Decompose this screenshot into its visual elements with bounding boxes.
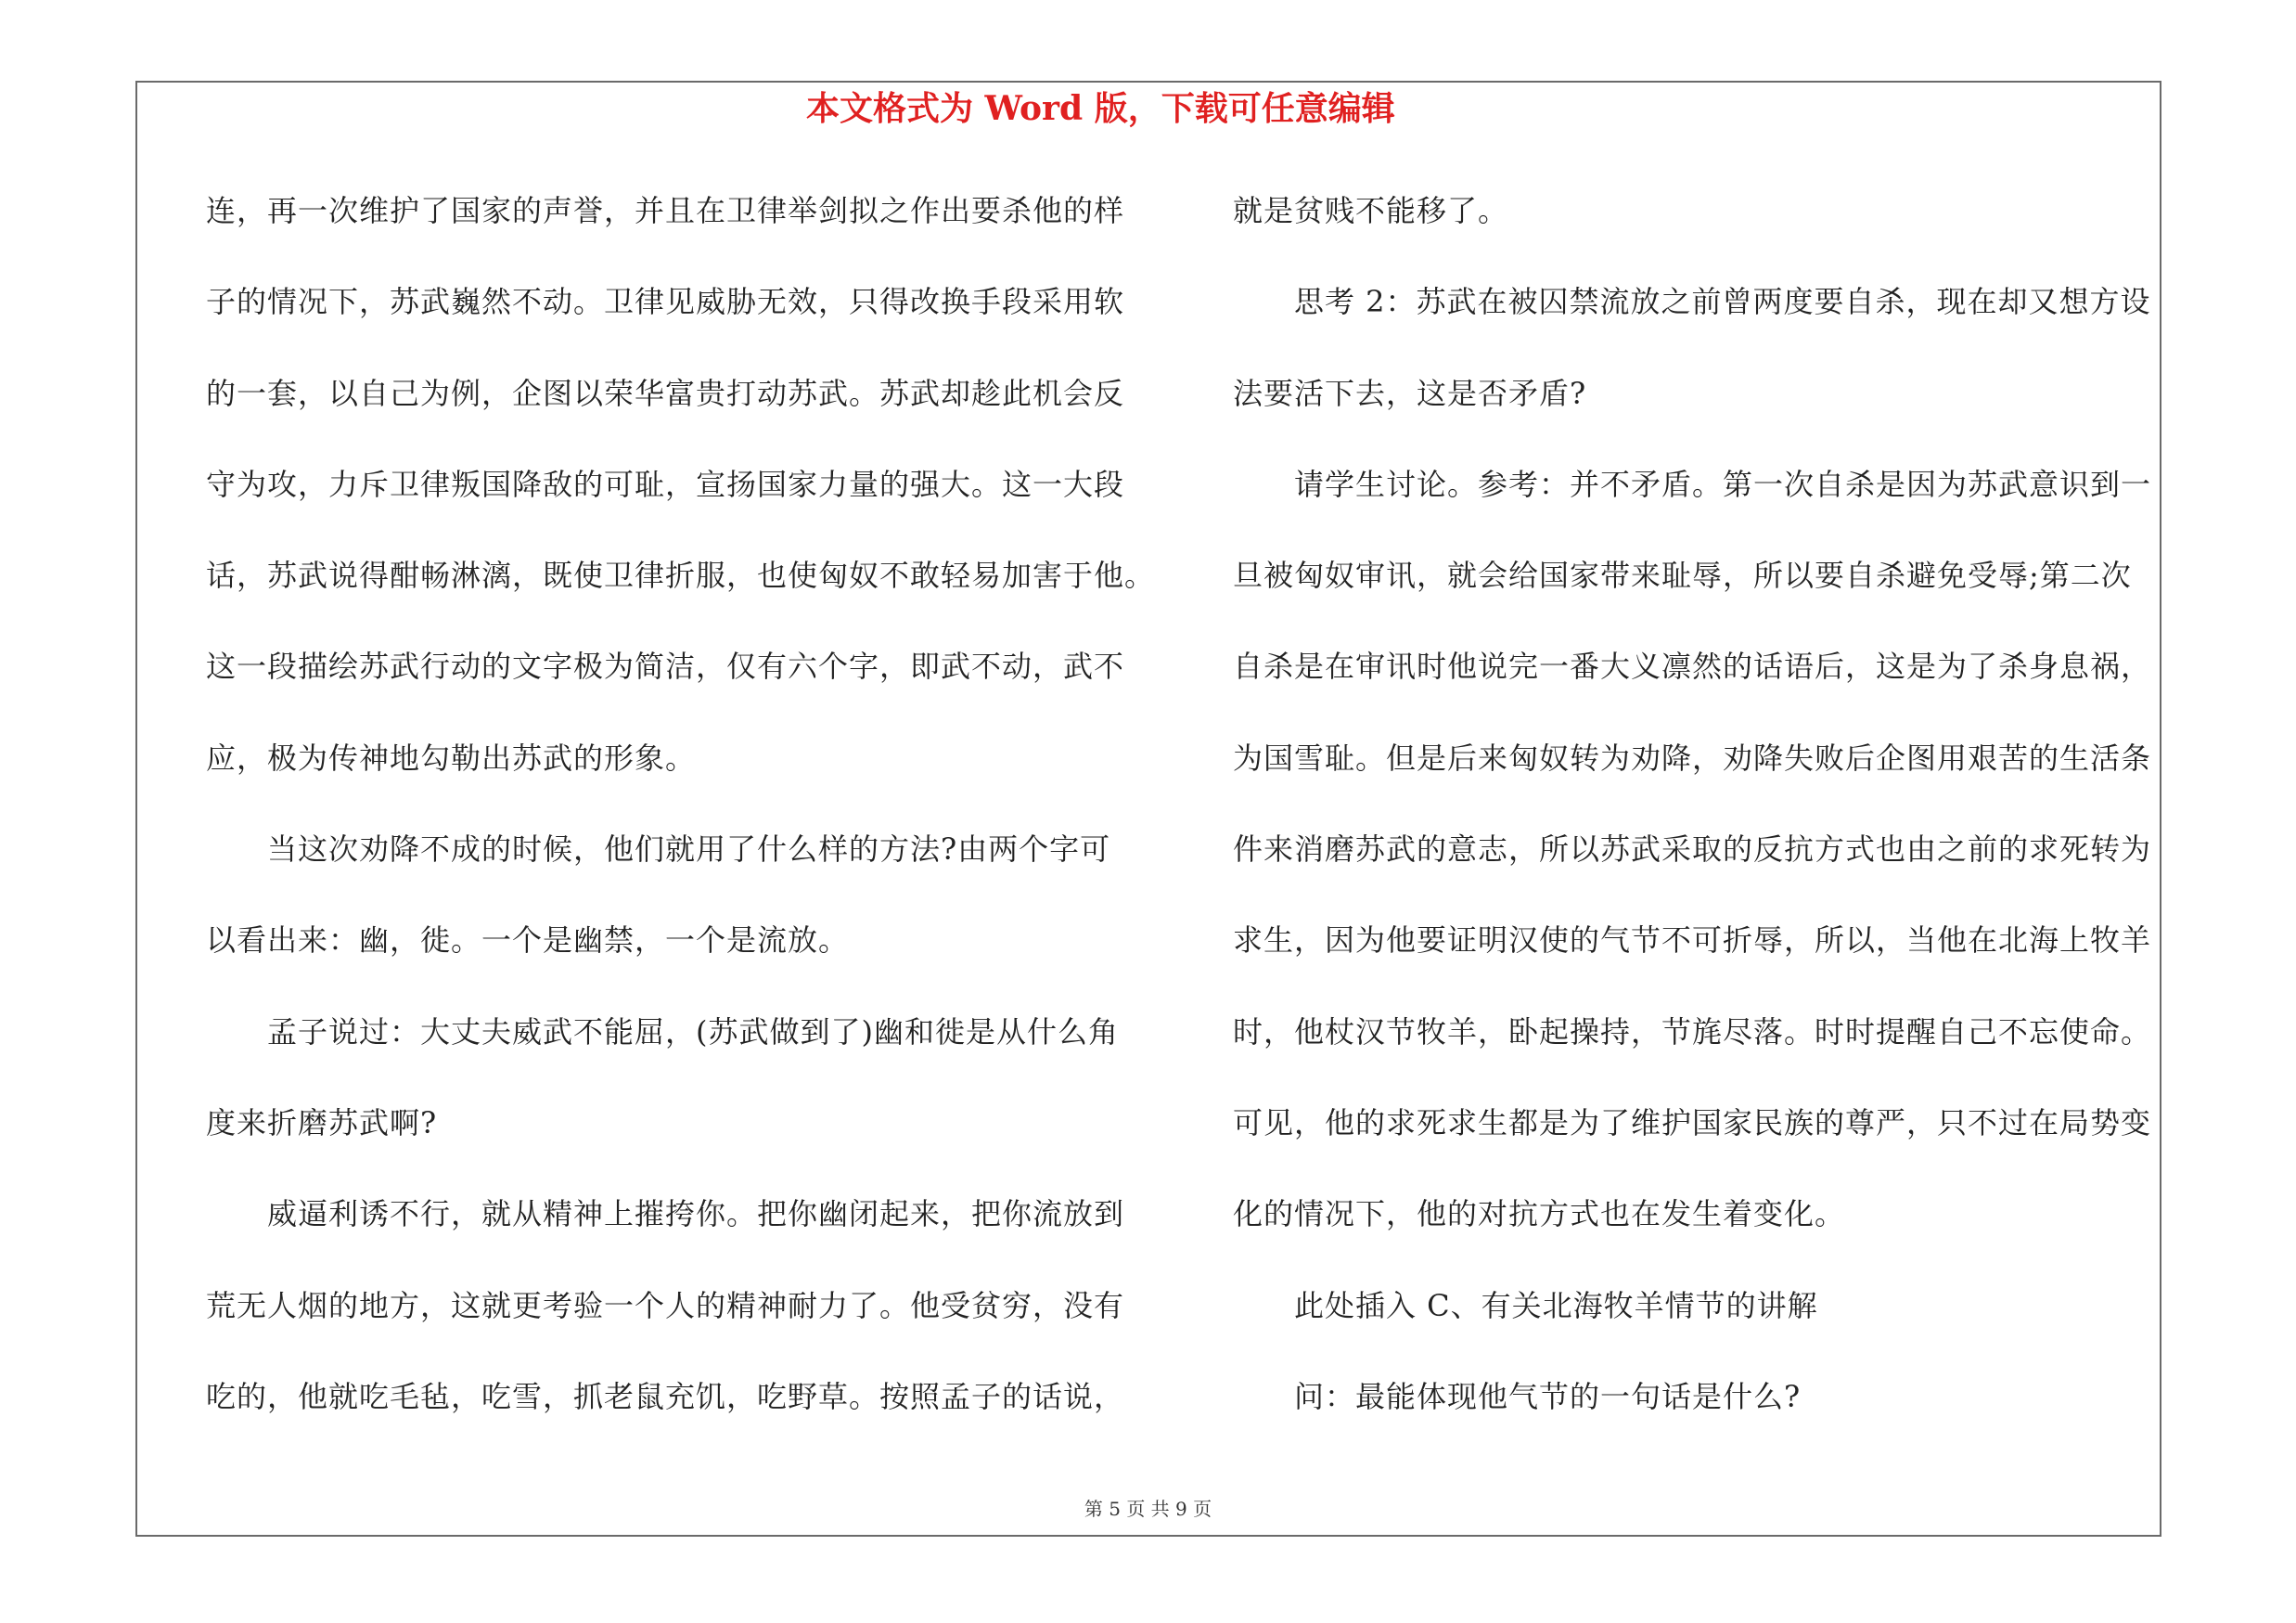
text-line: 的一套，以自己为例，企图以荣华富贵打动苏武。苏武却趁此机会反 xyxy=(206,375,1125,411)
paragraph xyxy=(206,1168,1161,1442)
paragraph xyxy=(1233,256,2161,439)
paragraph xyxy=(206,804,1161,986)
text-line: 连，再一次维护了国家的声誉，并且在卫律举剑拟之作出要杀他的样 xyxy=(206,193,1125,228)
paragraph xyxy=(206,165,1161,804)
text-line: 当这次劝降不成的时候，他们就用了什么样的方法?由两个字可 xyxy=(267,831,1111,868)
paragraph xyxy=(1233,165,2161,256)
text-line: 思考 2：苏武在被囚禁流放之前曾两度要自杀，现在却又想方设 xyxy=(1294,284,2151,320)
text-line: 孟子说过：大丈夫威武不能屈，(苏武做到了)幽和徙是从什么角 xyxy=(267,1013,1119,1050)
text-line: 时，他杖汉节牧羊，卧起操持，节旄尽落。时时提醒自己不忘使命。 xyxy=(1233,1013,2152,1050)
text-line: 可见，他的求死求生都是为了维护国家民族的尊严，只不过在局势变 xyxy=(1233,1104,2152,1140)
left-column xyxy=(206,165,1161,1442)
text-line: 守为攻，力斥卫律叛国降敌的可耻，宣扬国家力量的强大。这一大段 xyxy=(206,466,1125,502)
paragraph xyxy=(1233,1351,2161,1442)
text-line: 求生，因为他要证明汉使的气节不可折辱，所以，当他在北海上牧羊 xyxy=(1233,922,2152,959)
paragraph xyxy=(1233,439,2161,1260)
text-line: 此处插入 C、有关北海牧羊情节的讲解 xyxy=(1294,1287,1818,1323)
format-banner: 本文格式为 Word 版，下载可任意编辑 xyxy=(806,89,1395,128)
text-line: 荒无人烟的地方，这就更考验一个人的精神耐力了。他受贫穷，没有 xyxy=(206,1287,1125,1323)
text-line: 这一段描绘苏武行动的文字极为简洁，仅有六个字，即武不动，武不 xyxy=(206,649,1125,685)
paragraph xyxy=(1233,1260,2161,1351)
text-line: 旦被匈奴审讯，就会给国家带来耻辱，所以要自杀避免受辱;第二次 xyxy=(1233,558,2132,594)
text-line: 以看出来：幽，徙。一个是幽禁，一个是流放。 xyxy=(206,922,850,959)
text-line: 件来消磨苏武的意志，所以苏武采取的反抗方式也由之前的求死转为 xyxy=(1233,831,2152,868)
text-line: 请学生讨论。参考：并不矛盾。第一次自杀是因为苏武意识到一 xyxy=(1294,466,2152,502)
text-line: 度来折磨苏武啊? xyxy=(206,1104,438,1140)
paragraph xyxy=(206,986,1161,1169)
text-line: 话，苏武说得酣畅淋漓，既使卫律折服，也使匈奴不敢轻易加害于他。 xyxy=(206,558,1156,594)
text-line: 威逼利诱不行，就从精神上摧挎你。把你幽闭起来，把你流放到 xyxy=(267,1196,1125,1232)
text-line: 问：最能体现他气节的一句话是什么? xyxy=(1294,1378,1802,1414)
text-line: 子的情况下，苏武巍然不动。卫律见威胁无效，只得改换手段采用软 xyxy=(206,284,1125,320)
text-line: 法要活下去，这是否矛盾? xyxy=(1233,375,1587,411)
right-column xyxy=(1233,165,2161,1442)
text-line: 为国雪耻。但是后来匈奴转为劝降，劝降失败后企图用艰苦的生活条 xyxy=(1233,740,2152,776)
text-line: 吃的，他就吃毛毡，吃雪，抓老鼠充饥，吃野草。按照孟子的话说， xyxy=(206,1378,1125,1414)
text-line: 化的情况下，他的对抗方式也在发生着变化。 xyxy=(1233,1196,1846,1232)
page-number: 第 5 页 共 9 页 xyxy=(1084,1498,1212,1520)
text-line: 应，极为传神地勾勒出苏武的形象。 xyxy=(206,740,697,776)
text-line: 自杀是在审讯时他说完一番大义凛然的话语后，这是为了杀身息祸， xyxy=(1233,649,2152,685)
text-line: 就是贫贱不能移了。 xyxy=(1233,193,1509,228)
